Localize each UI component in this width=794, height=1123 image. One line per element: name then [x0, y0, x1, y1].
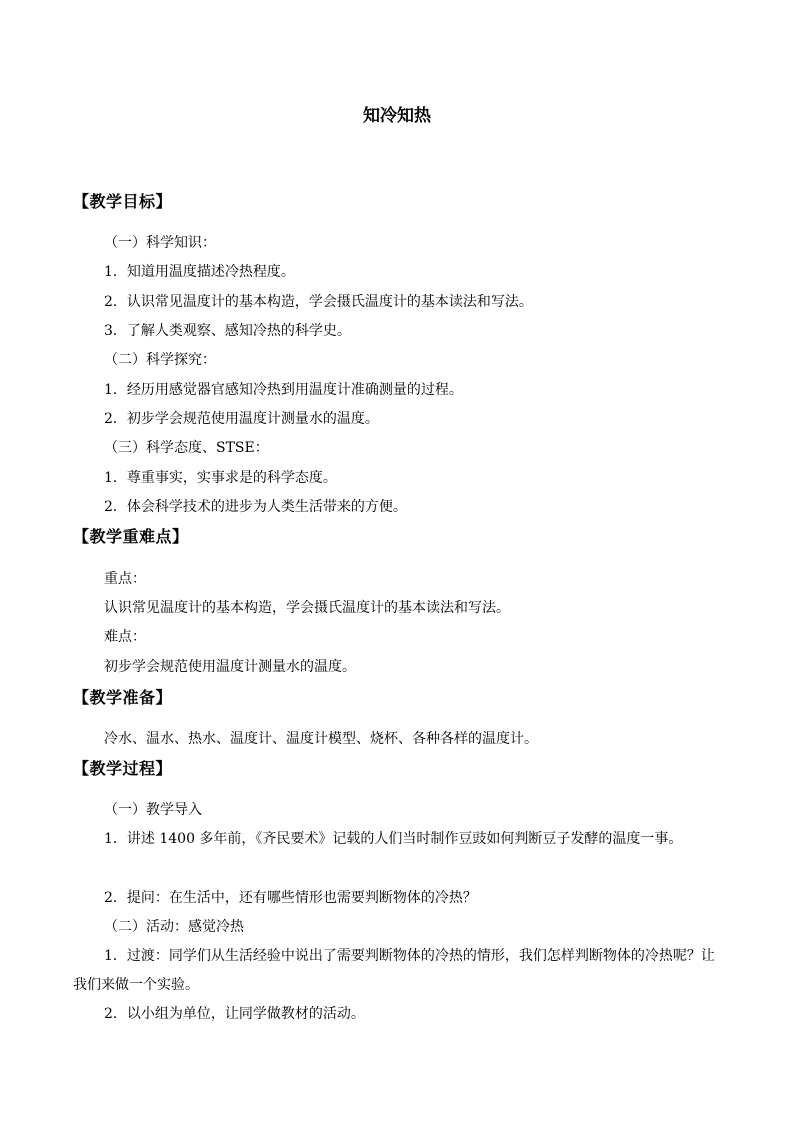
section-heading-process: 【教学过程】 — [73, 759, 173, 778]
process-paragraph: 1．讲述 1400 多年前，《齐民要术》记载的人们当时制作豆豉如何判断豆子发酵的温度一事。 — [104, 831, 683, 847]
section-heading-goals: 【教学目标】 — [73, 192, 173, 211]
section-heading-key-points: 【教学重难点】 — [73, 527, 189, 546]
process-paragraph: 2．以小组为单位，让同学做教材的活动。 — [104, 1006, 365, 1022]
goals-item: 1．经历用感觉器官感知冷热到用温度计准确测量的过程。 — [104, 382, 463, 398]
preparation-text: 冷水、温水、热水、温度计、温度计模型、烧杯、各种各样的温度计。 — [104, 731, 538, 747]
goals-item: 2．初步学会规范使用温度计测量水的温度。 — [104, 411, 379, 427]
goals-item: 1．尊重事实，实事求是的科学态度。 — [104, 470, 337, 486]
goals-item: 2．认识常见温度计的基本构造，学会摄氏温度计的基本读法和写法。 — [104, 294, 533, 310]
section-heading-preparation: 【教学准备】 — [73, 688, 173, 707]
key-difficulty-text: 初步学会规范使用温度计测量水的温度。 — [104, 659, 356, 675]
process-paragraph: 2．提问：在生活中，还有哪些情形也需要判断物体的冷热？ — [104, 890, 477, 906]
goals-item: 1．知道用温度描述冷热程度。 — [104, 264, 295, 280]
key-focus-text: 认识常见温度计的基本构造，学会摄氏温度计的基本读法和写法。 — [104, 600, 510, 616]
page-title: 知冷知热 — [363, 106, 431, 126]
key-focus-label: 重点： — [104, 571, 146, 587]
process-paragraph: 1．过渡：同学们从生活经验中说出了需要判断物体的冷热的情形，我们怎样判断物体的冷热呢？让我们来做一个实验。 — [73, 948, 715, 993]
goals-item: 2．体会科学技术的进步为人类生活带来的方便。 — [104, 499, 407, 515]
process-subheading-intro: （一）教学导入 — [104, 802, 202, 818]
process-subheading-activity: （二）活动：感觉冷热 — [104, 919, 244, 935]
goals-subheading-knowledge: （一）科学知识： — [104, 235, 216, 251]
goals-item: 3．了解人类观察、感知冷热的科学史。 — [104, 323, 351, 339]
key-difficulty-label: 难点： — [104, 629, 146, 645]
goals-subheading-inquiry: （二）科学探究： — [104, 352, 216, 368]
goals-subheading-attitude: （三）科学态度、STSE： — [104, 440, 269, 456]
